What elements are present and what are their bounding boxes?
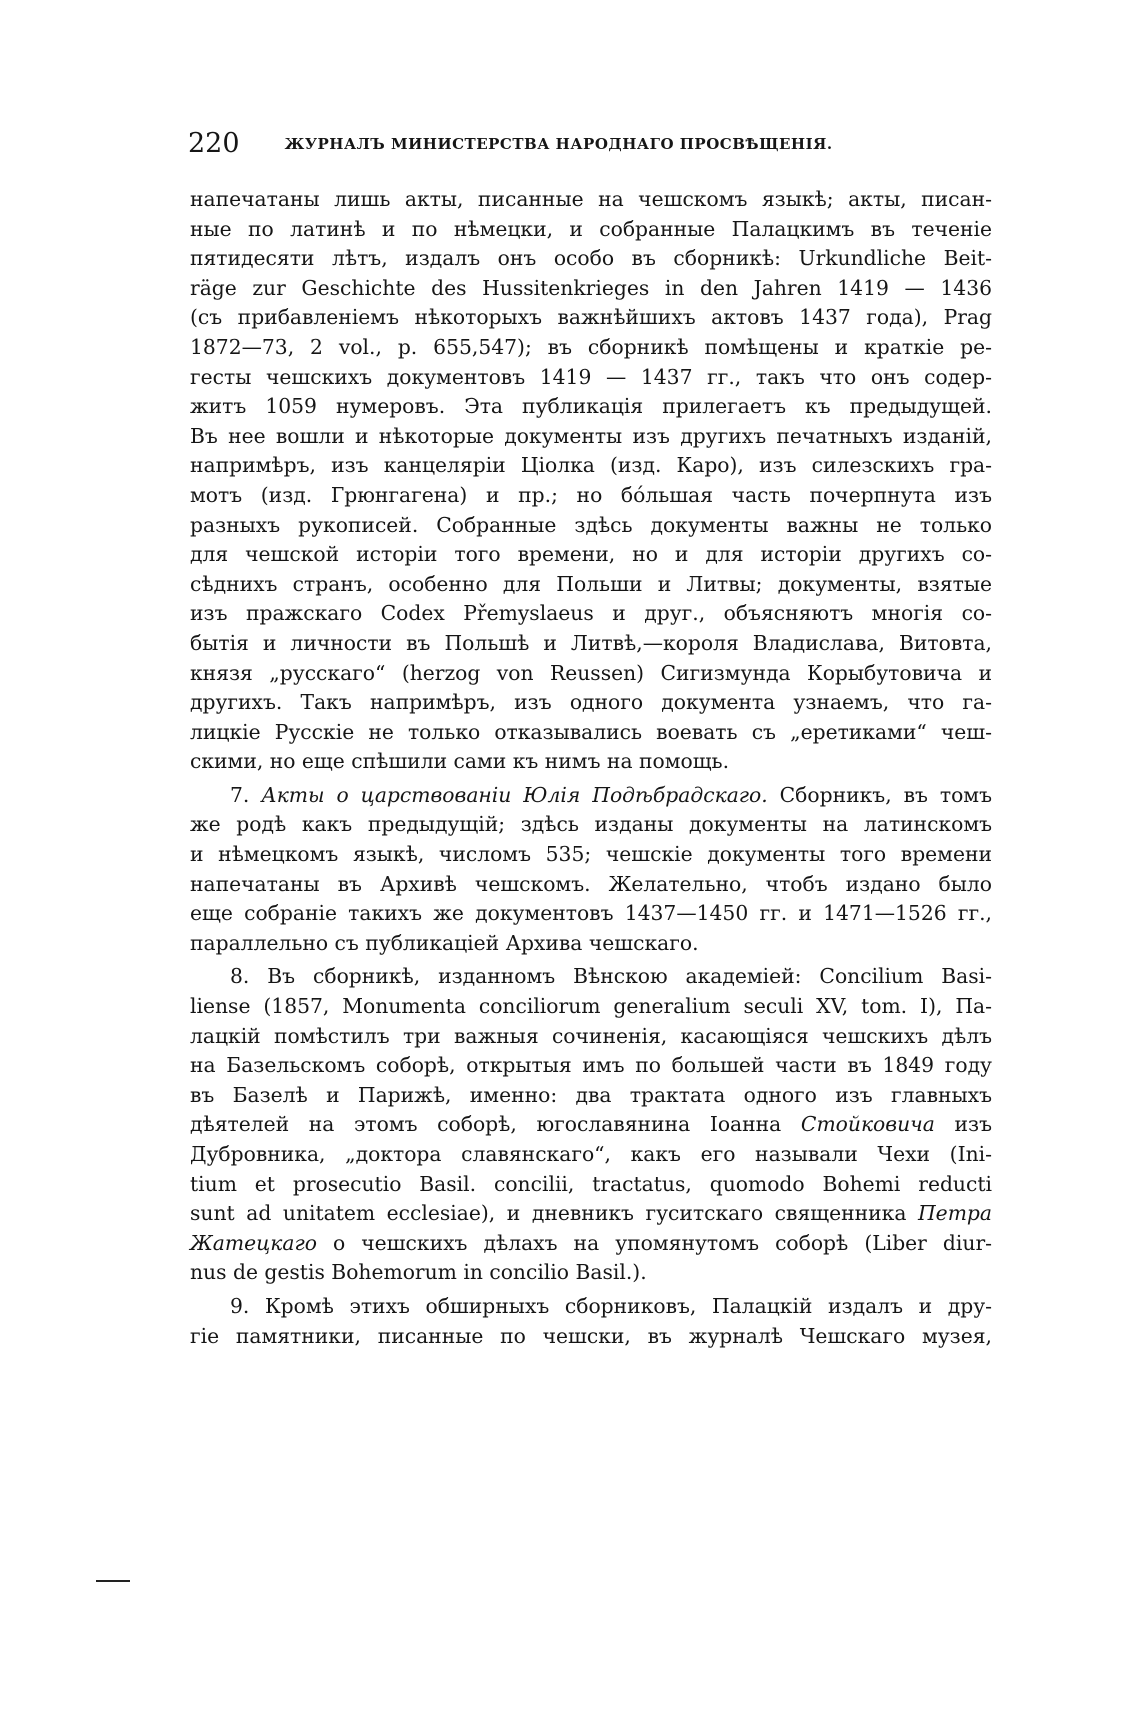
text-line: напечатаны лишь акты, писанные на чешскомъ языкѣ; акты, писан- bbox=[190, 187, 992, 211]
paragraph-9 bbox=[190, 1292, 992, 1351]
text-line: мотъ (изд. Грюнгагена) и пр.; но бóльшая часть почерпнута изъ bbox=[190, 482, 992, 507]
text-line: на Базельскомъ соборѣ, открытыя имъ по большей части въ 1849 году bbox=[190, 1053, 992, 1078]
italic-name: Стойковича bbox=[800, 1112, 935, 1137]
text-line: еще собраніе такихъ же документовъ 1437—1450 гг. и 1471—1526 гг., bbox=[190, 901, 992, 926]
text-line: изъ пражскаго Codex Přemyslaeus и друг., объясняютъ многія со- bbox=[190, 601, 992, 626]
margin-dash bbox=[96, 1580, 130, 1582]
text-line: скими, но еще спѣшили сами къ нимъ на помощь. bbox=[190, 749, 730, 774]
text-line: пятидесяти лѣтъ, издалъ онъ особо въ сборникѣ: Urkundliche Beit- bbox=[190, 246, 992, 271]
text-line: для чешской исторіи того времени, но и для исторіи другихъ со- bbox=[190, 542, 992, 567]
text-line: другихъ. Такъ напримѣръ, изъ одного документа узнаемъ, что га- bbox=[190, 690, 992, 715]
item-number: 7. bbox=[230, 782, 250, 807]
text-line: разныхъ рукописей. Собранные здѣсь документы важны не только bbox=[190, 512, 992, 537]
text-segment: дѣятелей на этомъ соборѣ, югославянина Іоанна bbox=[190, 1112, 782, 1137]
italic-name: Петра bbox=[918, 1201, 992, 1226]
text-line: Дубровника, „доктора славянскаго“, какъ его называли Чехи (Ini- bbox=[190, 1142, 992, 1166]
text-line: räge zur Geschichte des Hussitenkrieges in den Jahren 1419 — 1436 bbox=[190, 275, 992, 300]
text-line: 8. Въ сборникѣ, изданномъ Вѣнскою академіей: Concilium Basi- bbox=[230, 964, 992, 989]
text-segment: Сборникъ, въ томъ bbox=[779, 782, 992, 807]
text-line: tium et prosecutio Basil. concilii, tractatus, quomodo Bohemi reducti bbox=[190, 1171, 992, 1196]
text-line bbox=[190, 1199, 992, 1229]
text-line: сѣднихъ странъ, особенно для Польши и Литвы; документы, взятые bbox=[190, 571, 992, 596]
paragraph-1 bbox=[190, 185, 992, 777]
paragraph-7 bbox=[190, 781, 992, 959]
text-line: напримѣръ, изъ канцеляріи Ціолка (изд. Каро), изъ силезскихъ гра- bbox=[190, 453, 992, 478]
section-title: Акты о царствованіи Юлія Подѣбрадскаго. bbox=[261, 782, 768, 807]
text-line bbox=[190, 1110, 992, 1140]
running-title: ЖУРНАЛЪ МИНИСТЕРСТВА НАРОДНАГО ПРОСВѢЩЕНІЯ. bbox=[284, 135, 833, 153]
text-line bbox=[190, 781, 992, 811]
text-line bbox=[190, 1229, 992, 1259]
text-line: лацкій помѣстилъ три важныя сочиненія, касающіяся чешскихъ дѣлъ bbox=[190, 1023, 992, 1048]
text-line: ные по латинѣ и по нѣмецки, и собранные Палацкимъ въ теченіе bbox=[190, 216, 992, 241]
text-body bbox=[190, 185, 992, 1351]
text-line: напечатаны въ Архивѣ чешскомъ. Желательно, чтобъ издано было bbox=[190, 871, 992, 896]
text-line: лицкіе Русскіе не только отказывались воевать съ „еретиками“ чеш- bbox=[190, 719, 992, 744]
page-header bbox=[188, 128, 988, 164]
text-segment: изъ bbox=[954, 1112, 992, 1137]
text-line: 1872—73, 2 vol., p. 655,547); въ сборникѣ помѣщены и краткіе ре- bbox=[190, 334, 992, 359]
text-line: житъ 1059 нумеровъ. Эта публикація прилегаетъ къ предыдущей. bbox=[190, 394, 992, 419]
text-line: князя „русскаго“ (herzog von Reussen) Сигизмунда Корыбутовича и bbox=[190, 660, 992, 685]
text-line: же родѣ какъ предыдущій; здѣсь изданы документы на латинскомъ bbox=[190, 812, 992, 837]
text-line: бытія и личности въ Польшѣ и Литвѣ,—короля Владислава, Витовта, bbox=[190, 630, 992, 655]
text-line: liense (1857, Monumenta conciliorum generalium seculi XV, tom. I), Па- bbox=[190, 994, 992, 1019]
text-line: Въ нее вошли и нѣкоторые документы изъ другихъ печатныхъ изданій, bbox=[190, 423, 992, 448]
italic-name: Жатецкаго bbox=[190, 1230, 317, 1255]
text-line: въ Базелѣ и Парижѣ, именно: два трактата одного изъ главныхъ bbox=[190, 1082, 992, 1107]
text-line: nus de gestis Bohemorum in concilio Basil.). bbox=[190, 1260, 647, 1285]
text-line: гіе памятники, писанные по чешски, въ журналѣ Чешскаго музея, bbox=[190, 1323, 992, 1348]
text-line: (съ прибавленіемъ нѣкоторыхъ важнѣйшихъ актовъ 1437 года), Prag bbox=[190, 305, 992, 330]
paragraph-8 bbox=[190, 962, 992, 1288]
page-number: 220 bbox=[188, 128, 240, 159]
text-line: 9. Кромѣ этихъ обширныхъ сборниковъ, Палацкій издалъ и дру- bbox=[230, 1293, 992, 1318]
text-line: гесты чешскихъ документовъ 1419 — 1437 гг., такъ что онъ содер- bbox=[190, 364, 992, 389]
text-segment: sunt ad unitatem ecclesiae), и дневникъ гуситскаго священника bbox=[190, 1201, 907, 1226]
text-segment: о чешскихъ дѣлахъ на упомянутомъ соборѣ (Liber diur- bbox=[333, 1230, 992, 1255]
text-line: и нѣмецкомъ языкѣ, числомъ 535; чешскіе документы того времени bbox=[190, 842, 992, 867]
text-line: параллельно съ публикаціей Архива чешскаго. bbox=[190, 930, 699, 955]
